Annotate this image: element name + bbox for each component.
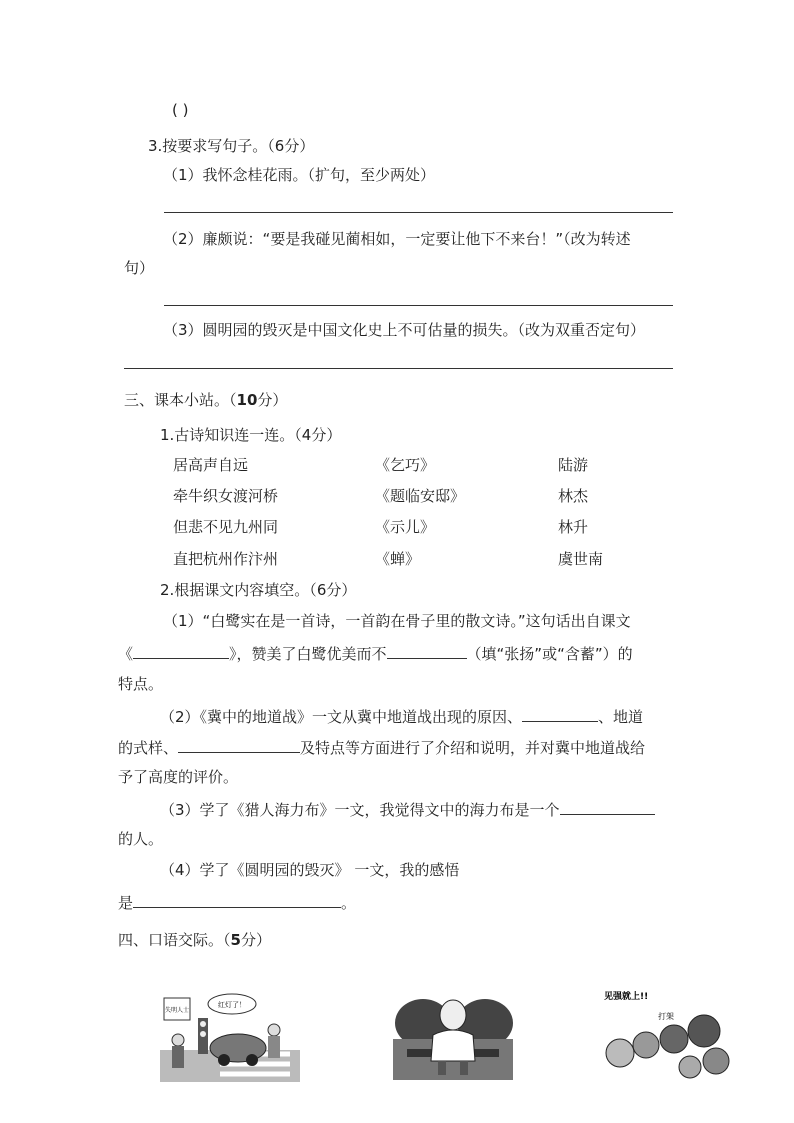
bullying-cartoon — [600, 983, 733, 1079]
poem-title[interactable]: 《蝉》 — [375, 550, 421, 568]
fill-item-1-end: 特点。 — [118, 675, 164, 693]
answer-paren: ( ) — [172, 101, 189, 119]
sign-text: 失明人士 — [164, 1007, 190, 1014]
q3-sentence-3: （3）圆明园的毁灭是中国文化史上不可估量的损失。（改为双重否定句） — [163, 321, 646, 339]
q3-title: 3.按要求写句子。（6分） — [148, 137, 315, 155]
car-wheel — [218, 1054, 230, 1066]
poem-title[interactable]: 《题临安邸》 — [375, 487, 466, 505]
kid-head — [679, 1056, 701, 1078]
park-bench-cartoon — [393, 995, 513, 1080]
fill-item-2: （2）《冀中的地道战》一文从冀中地道战出现的原因、 、地道 — [160, 705, 643, 727]
man-body — [431, 1030, 475, 1061]
poem-title[interactable]: 《乞巧》 — [375, 456, 436, 474]
person-body — [172, 1046, 184, 1068]
poet-name[interactable]: 虞世南 — [558, 550, 604, 568]
section3-title: 三、课本小站。（10分） — [124, 391, 288, 409]
car — [210, 1034, 266, 1062]
fill-item-1-cont: 《 》，赞美了白鹭优美而不 （填“张扬”或“含蓄”）的 — [118, 642, 633, 664]
poet-name[interactable]: 林杰 — [558, 487, 589, 505]
answer-line-3[interactable] — [124, 368, 673, 369]
kid-head — [606, 1039, 634, 1067]
fill-blank-title: 2.根据课文内容填空。（6分） — [160, 581, 357, 599]
light-top — [200, 1021, 206, 1027]
poem-match-title: 1.古诗知识连一连。（4分） — [160, 426, 342, 444]
poet-name[interactable]: 林升 — [558, 518, 589, 536]
bubble-text: 红灯了！ — [218, 1001, 246, 1009]
walker-head — [268, 1024, 280, 1036]
person-head — [172, 1034, 184, 1046]
man-leg — [438, 1061, 446, 1075]
poem-line[interactable]: 但悲不见九州同 — [173, 518, 279, 536]
man-head — [440, 1000, 466, 1030]
kid-head — [688, 1015, 720, 1047]
blank-lesson-title[interactable] — [133, 642, 229, 659]
kid-head — [660, 1025, 688, 1053]
q3-sentence-1: （1）我怀念桂花雨。（扩句，至少两处） — [163, 166, 436, 184]
answer-line-2[interactable] — [164, 305, 673, 306]
blank-character[interactable] — [560, 798, 655, 815]
blank-feature[interactable] — [178, 736, 300, 753]
car-wheel — [246, 1054, 258, 1066]
light-mid — [200, 1031, 206, 1037]
blank-reason[interactable] — [522, 705, 598, 722]
kid-head — [703, 1048, 729, 1074]
section4-title: 四、口语交际。（5分） — [118, 931, 271, 949]
q3-sentence-2-cont: 句） — [124, 259, 155, 277]
poem-title[interactable]: 《示儿》 — [375, 518, 436, 536]
blank-reflection[interactable] — [133, 891, 341, 908]
poem-line[interactable]: 居高声自远 — [173, 456, 249, 474]
blank-word-choice[interactable] — [387, 642, 467, 659]
poem-line[interactable]: 牵牛织女渡河桥 — [173, 487, 279, 505]
fill-item-3-end: 的人。 — [118, 830, 164, 848]
walker-body — [268, 1036, 280, 1058]
caption-2: 打架 — [658, 1012, 674, 1021]
fill-item-4: （4）学了《圆明园的毁灭》 一文，我的感悟 — [160, 861, 460, 879]
man-leg — [460, 1061, 468, 1075]
poem-line[interactable]: 直把杭州作汴州 — [173, 550, 279, 568]
fill-item-1: （1）“白鹭实在是一首诗，一首韵在骨子里的散文诗。”这句话出自课文 — [163, 612, 631, 630]
q3-sentence-2: （2）廉颇说：“要是我碰见蔺相如，一定要让他下不来台！”（改为转述 — [163, 230, 631, 248]
fill-item-2-cont: 的式样、 及特点等方面进行了介绍和说明，并对冀中地道战给 — [118, 736, 645, 758]
poet-name[interactable]: 陆游 — [558, 456, 589, 474]
fill-item-2-end: 予了高度的评价。 — [118, 768, 239, 786]
street-crossing-cartoon — [160, 990, 300, 1082]
kid-head — [633, 1032, 659, 1058]
answer-line-1[interactable] — [164, 212, 673, 213]
fill-item-3: （3）学了《猎人海力布》一文，我觉得文中的海力布是一个 — [160, 798, 655, 820]
fill-item-4-cont: 是 。 — [118, 891, 356, 913]
caption-1: 见强就上!! — [604, 992, 649, 1002]
